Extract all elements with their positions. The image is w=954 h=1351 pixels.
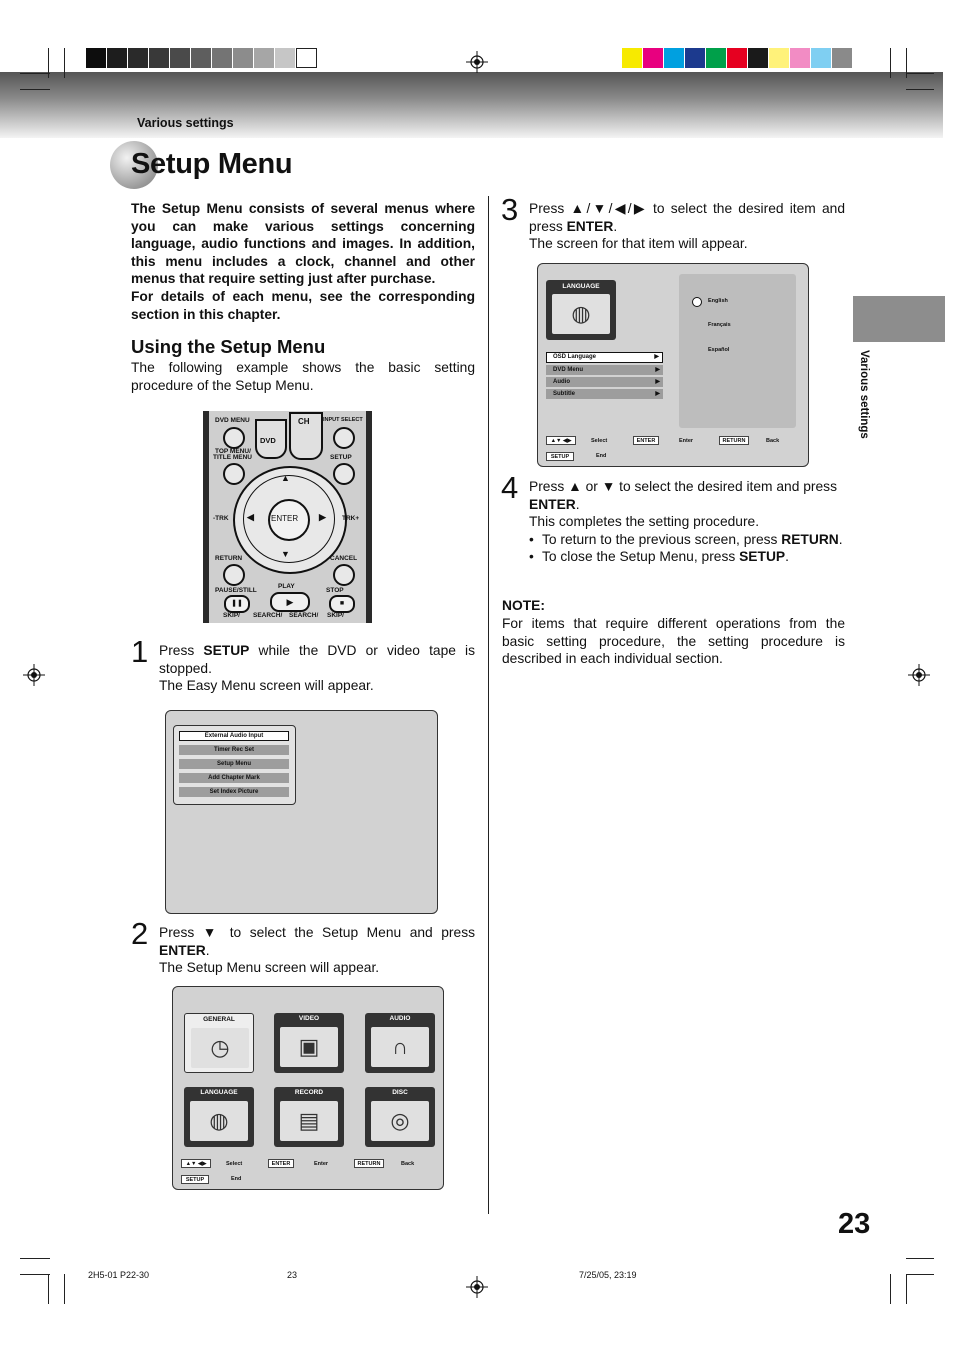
color-swatch	[275, 48, 296, 68]
guide-text: Enter	[314, 1161, 329, 1167]
intro-text	[131, 200, 475, 323]
headphones-icon: ∩	[371, 1027, 429, 1067]
radio-selected-icon[interactable]	[692, 297, 702, 307]
crop-mark	[20, 1274, 50, 1275]
crop-mark	[906, 1274, 907, 1304]
crop-mark	[20, 89, 50, 90]
remote-label: PAUSE/STILL	[215, 587, 257, 594]
page-number: 23	[838, 1208, 871, 1240]
chevron-right-icon: ▶	[654, 354, 659, 360]
color-swatch	[769, 48, 790, 68]
settings-row-label: Audio	[553, 379, 570, 385]
play-button: ▶	[270, 592, 310, 612]
step-4-text	[529, 478, 845, 566]
step-text-part: Press	[159, 643, 204, 658]
left-arrow-icon: ◀	[247, 512, 254, 522]
remote-label: SKIP/	[327, 612, 344, 619]
bullet-item	[529, 531, 845, 549]
section-intro: The following example shows the basic setting procedure of the Setup Menu.	[131, 360, 475, 393]
step-number: 3	[501, 192, 519, 227]
step-text-part: Press ▼ to select the Setup Menu and press	[159, 925, 475, 940]
crop-mark	[20, 73, 50, 74]
settings-row[interactable]	[546, 377, 663, 387]
menu-item[interactable]: Setup Menu	[179, 759, 289, 769]
step-2-text	[159, 924, 475, 977]
up-arrow-icon: ▲	[281, 473, 290, 483]
remote-label: ENTER	[271, 514, 299, 523]
menu-item[interactable]: External Audio Input	[179, 731, 289, 741]
bullet-text: .	[838, 531, 843, 547]
step-text-part: .	[613, 218, 618, 234]
setup-menu-screen	[172, 986, 444, 1190]
return-key-hint: RETURN	[354, 1159, 384, 1168]
step-1-text	[159, 642, 475, 695]
tile-label: DISC	[392, 1089, 408, 1096]
language-option[interactable]: English	[708, 298, 728, 304]
easy-menu-panel	[173, 725, 296, 805]
tile-disc[interactable]	[365, 1087, 435, 1147]
crop-mark	[906, 89, 934, 90]
remote-label: SKIP/	[223, 612, 240, 619]
monitor-icon: ▣	[280, 1027, 338, 1067]
clapperboard-icon: ▤	[280, 1101, 338, 1141]
section-label: Various settings	[137, 116, 234, 130]
chevron-right-icon: ▶	[655, 391, 660, 397]
step-result: The screen for that item will appear.	[529, 236, 748, 252]
arrow-keys-hint: ▲▼ ◀▶	[546, 436, 576, 445]
remote-label: TOP MENU/	[215, 448, 251, 455]
step-keyword: SETUP	[203, 643, 250, 658]
footer-center: 23	[287, 1270, 298, 1280]
tile-label: VIDEO	[298, 1015, 320, 1022]
tile-label: GENERAL	[203, 1016, 235, 1023]
color-swatch	[107, 48, 128, 68]
grayscale-color-bar	[86, 48, 317, 68]
bullet-item	[529, 548, 845, 566]
step-text-part: Press ▲ or ▼ to select the desired item and press	[529, 479, 837, 494]
registration-mark	[466, 51, 488, 73]
bullet-text: .	[785, 549, 789, 565]
enter-key-hint: ENTER	[268, 1159, 294, 1168]
dvd-menu-button	[223, 427, 245, 449]
settings-row-label: DVD Menu	[553, 367, 583, 373]
globe-icon: ◍	[190, 1101, 248, 1141]
chevron-right-icon: ▶	[655, 367, 660, 373]
step-keyword: ENTER	[159, 942, 206, 958]
footer-left: 2H5-01 P22-30	[88, 1270, 150, 1280]
disc-icon: ◎	[371, 1101, 429, 1141]
step-result: The Easy Menu screen will appear.	[159, 678, 374, 694]
top-menu-button	[223, 463, 245, 485]
guide-text: Select	[226, 1161, 243, 1167]
registration-mark	[23, 664, 45, 686]
color-swatch	[86, 48, 107, 68]
color-swatch	[727, 48, 748, 68]
color-swatch	[811, 48, 832, 68]
crop-mark	[64, 1274, 65, 1304]
guide-text: Enter	[679, 438, 694, 444]
arrow-keys-hint: ▲▼ ◀▶	[181, 1159, 211, 1168]
enter-key-hint: ENTER	[633, 436, 659, 445]
crop-mark	[64, 48, 65, 78]
setup-key-hint: SETUP	[181, 1175, 209, 1184]
bullet-text: To close the Setup Menu, press	[542, 549, 740, 565]
note-label: NOTE:	[502, 598, 545, 613]
remote-label: SEARCH/	[253, 612, 283, 619]
settings-row-label: OSD Language	[553, 354, 597, 360]
setup-key-hint: SETUP	[546, 452, 574, 461]
right-arrow-icon: ▶	[319, 512, 326, 522]
guide-text: Back	[401, 1161, 415, 1167]
remote-label: TITLE MENU	[213, 454, 252, 461]
tile-label: AUDIO	[389, 1015, 411, 1022]
guide-text: End	[231, 1176, 242, 1182]
settings-row-label: Subtitle	[553, 391, 575, 397]
return-key-hint: RETURN	[719, 436, 749, 445]
color-swatch	[233, 48, 254, 68]
step-text-part: .	[575, 496, 580, 512]
crop-mark	[906, 1258, 934, 1259]
input-select-button	[333, 427, 355, 449]
step-text-part: .	[205, 942, 210, 958]
step-3-text	[529, 200, 845, 253]
pause-button: ❚❚	[224, 595, 250, 613]
remote-label: SEARCH/	[289, 612, 319, 619]
step-result: The Setup Menu screen will appear.	[159, 960, 380, 976]
settings-row[interactable]	[546, 389, 663, 399]
step-result: This completes the setting procedure.	[529, 514, 760, 530]
color-swatch	[254, 48, 275, 68]
language-title: LANGUAGE	[562, 283, 600, 290]
footer-right: 7/25/05, 23:19	[579, 1270, 637, 1280]
clock-icon: ◷	[191, 1028, 249, 1068]
remote-label: SETUP	[330, 454, 352, 461]
column-divider	[488, 196, 489, 1214]
step-text-part: Press ▲/▼/◀/▶ to select the desired item and press	[529, 201, 845, 234]
step-keyword: ENTER	[566, 218, 614, 234]
remote-label: TRK+	[342, 515, 360, 522]
bullet-keyword: SETUP	[739, 549, 786, 565]
cancel-button	[333, 564, 355, 586]
settings-row[interactable]	[546, 352, 663, 363]
crop-mark	[48, 1274, 49, 1304]
remote-control-illustration	[203, 411, 372, 623]
side-tab	[853, 296, 945, 342]
step-4-bullets	[529, 531, 845, 566]
language-option[interactable]: Español	[708, 347, 730, 353]
color-swatch	[296, 48, 317, 68]
color-swatch	[212, 48, 233, 68]
color-swatch	[622, 48, 643, 68]
chevron-right-icon: ▶	[655, 379, 660, 385]
remote-label: RETURN	[215, 555, 243, 562]
tile-record[interactable]	[274, 1087, 344, 1147]
remote-label: CANCEL	[330, 555, 358, 562]
tile-general[interactable]	[184, 1013, 254, 1073]
language-title-tile	[546, 280, 616, 340]
page-title: Setup Menu	[131, 148, 293, 180]
menu-item[interactable]: Add Chapter Mark	[179, 773, 289, 783]
crop-mark	[890, 1274, 891, 1304]
remote-label: INPUT SELECT	[323, 417, 363, 423]
color-calibration-bar	[622, 48, 853, 68]
language-option[interactable]: Français	[708, 322, 731, 328]
remote-label: DVD	[260, 436, 276, 445]
crop-mark	[906, 1274, 934, 1275]
color-swatch	[790, 48, 811, 68]
color-swatch	[149, 48, 170, 68]
setup-button	[333, 463, 355, 485]
step-number: 2	[131, 916, 149, 951]
color-swatch	[170, 48, 191, 68]
remote-label: -TRK	[213, 515, 229, 522]
settings-row[interactable]	[546, 365, 663, 375]
language-options-panel	[679, 274, 796, 428]
registration-mark	[466, 1276, 488, 1298]
side-tab-label: Various settings	[858, 350, 870, 439]
color-swatch	[706, 48, 727, 68]
tile-label: LANGUAGE	[200, 1089, 238, 1096]
language-settings-screen	[537, 263, 809, 467]
menu-item[interactable]: Set Index Picture	[179, 787, 289, 797]
note-text: For items that require different operations from the basic setting procedure, the setting procedure is described in each individual section.	[502, 616, 845, 667]
color-swatch	[664, 48, 685, 68]
stop-button: ■	[329, 595, 355, 613]
crop-mark	[20, 1258, 50, 1259]
tile-language[interactable]	[184, 1087, 254, 1147]
guide-text: Select	[591, 438, 608, 444]
step-text-part: while the DVD or video tape is stopped.	[159, 643, 475, 676]
tile-video[interactable]	[274, 1013, 344, 1073]
color-swatch	[685, 48, 706, 68]
menu-item[interactable]: Timer Rec Set	[179, 745, 289, 755]
bullet-text: To return to the previous screen, press	[542, 531, 782, 547]
tile-audio[interactable]	[365, 1013, 435, 1073]
registration-mark	[908, 664, 930, 686]
down-arrow-icon: ▼	[281, 549, 290, 559]
globe-icon: ◍	[552, 294, 610, 334]
section-heading: Using the Setup Menu	[131, 336, 326, 357]
intro-paragraph: For details of each menu, see the corresponding section in this chapter.	[131, 288, 475, 322]
color-swatch	[748, 48, 769, 68]
color-swatch	[832, 48, 853, 68]
color-swatch	[191, 48, 212, 68]
crop-mark	[906, 73, 934, 74]
step-number: 1	[131, 634, 149, 669]
easy-menu-screen	[165, 710, 438, 914]
guide-text: Back	[766, 438, 780, 444]
crop-mark	[48, 48, 49, 78]
remote-label: PLAY	[278, 583, 295, 590]
remote-label: DVD MENU	[215, 417, 250, 424]
bullet-keyword: RETURN	[781, 531, 839, 547]
color-swatch	[128, 48, 149, 68]
crop-mark	[890, 48, 891, 78]
remote-label: STOP	[326, 587, 344, 594]
step-keyword: ENTER	[529, 496, 576, 512]
return-button	[223, 564, 245, 586]
guide-text: End	[596, 453, 607, 459]
intro-paragraph: The Setup Menu consists of several menus where you can make various settings concerning language, audio functions and images. In addition, this menu includes a clock, channel and other menus that require setting just after purchase.	[131, 201, 475, 287]
color-swatch	[643, 48, 664, 68]
tile-label: RECORD	[294, 1089, 324, 1096]
step-number: 4	[501, 470, 519, 505]
remote-label: CH	[298, 417, 310, 426]
